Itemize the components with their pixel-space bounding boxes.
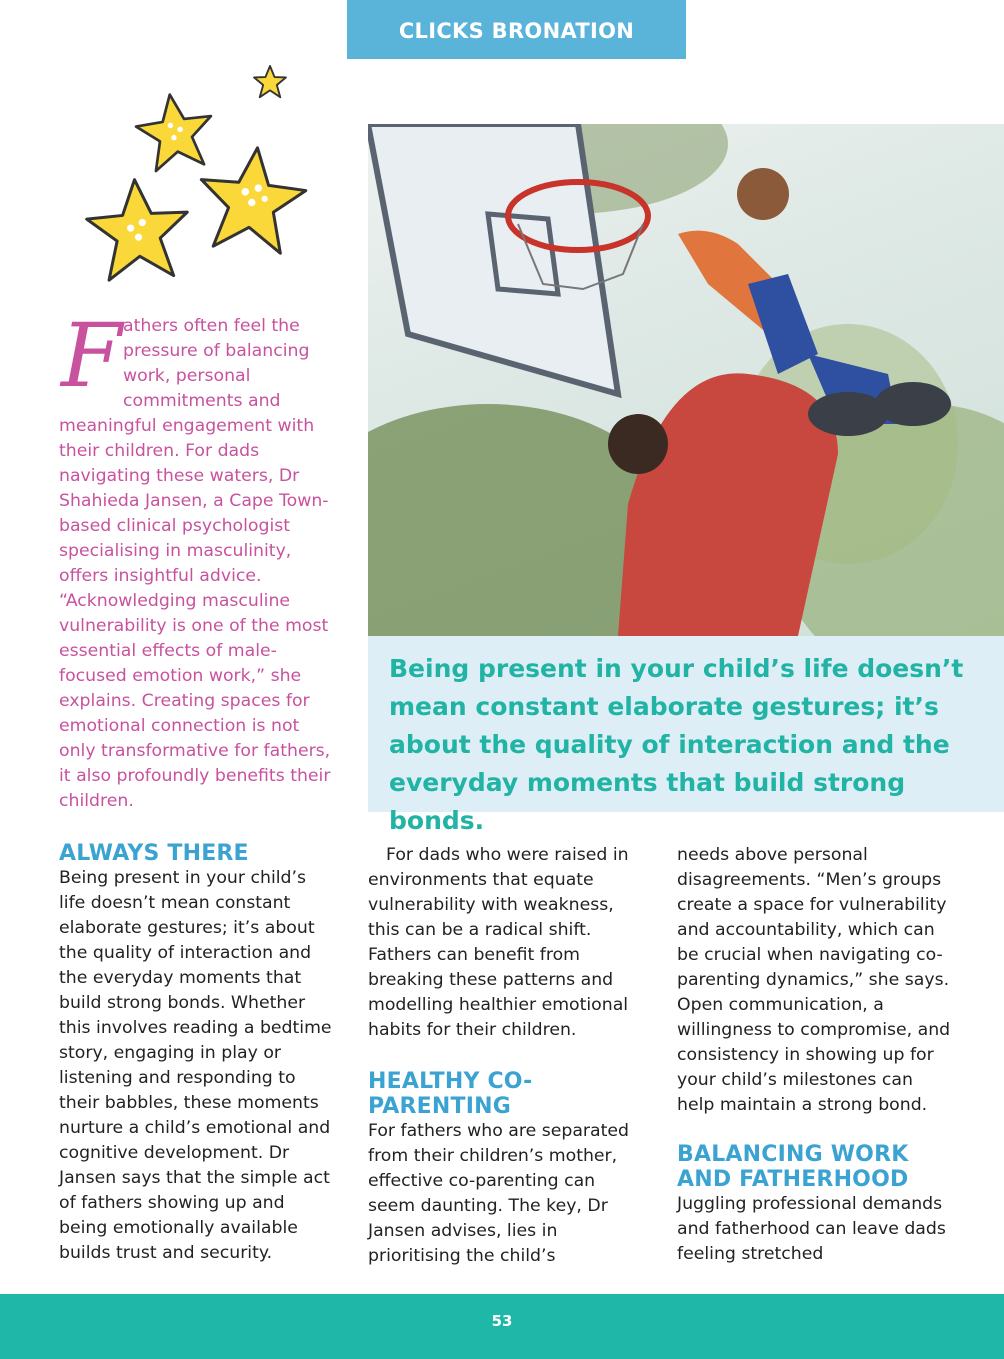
heading-healthy-coparenting: HEALTHY CO-PARENTING: [368, 1069, 533, 1119]
always-there-body: Being present in your child’s life doesn’t mean constant elaborate gestures; it’s about the quality of interaction and the everyday moments that build strong bonds. Whether this involves reading a bedtime story, engaging in play or listening and responding to their babbles, these moments nurture a child’s emotional and cognitive development. Dr Jansen says that the simple act of fathers showing up and being emotionally available builds trust and security.: [59, 868, 332, 1263]
column-2: [368, 843, 643, 1269]
balancing-body: Juggling professional demands and fatherhood can leave dads feeling stretched: [677, 1194, 946, 1264]
star-icon: [254, 66, 286, 97]
heading-always-there: ALWAYS THERE: [59, 841, 249, 866]
dads-raised-body: For dads who were raised in environments that equate vulnerability with weakness, this can be a radical shift. Fathers can benefit from breaking these patterns and modelling healthier emotional habits for their children.: [368, 845, 629, 1040]
pull-quote: Being present in your child’s life doesn’t mean constant elaborate gestures; it’s about the quality of interaction and the everyday moments that build strong bonds.: [368, 636, 1004, 812]
coparenting-continued-body: needs above personal disagreements. “Men’s groups create a space for vulnerability and accountability, which can be crucial when navigating co-parenting dynamics,” she says. Open communication, a willingness to compromise, and consistency in showing up for your child’s milestones can help maintain a strong bond.: [677, 845, 951, 1115]
stars-illustration: [70, 60, 330, 300]
father-son-basketball-photo: [368, 124, 1004, 636]
section-tab: CLICKS BRONATION: [347, 0, 686, 59]
column-3: [677, 843, 952, 1267]
star-icon: [195, 142, 310, 255]
intro-text: athers often feel the pressure of balancing work, personal commitments and meaningful engagement with their children. For dads navigating these waters, Dr Shahieda Jansen, a Cape Town-based clinical psychologist specialising in masculinity, offers insightful advice. “Acknowledging masculine vulnerability is one of the most essential effects of male-focused emotion work,” she explains. Creating spaces for emotional connection is not only transformative for fathers, it also profoundly benefits their children.: [59, 316, 331, 811]
intro-paragraph: [59, 304, 331, 814]
healthy-coparenting-body: For fathers who are separated from their children’s mother, effective co-parenting can seem daunting. The key, Dr Jansen advises, lies in prioritising the child’s: [368, 1121, 629, 1266]
heading-balancing-work: BALANCING WORK AND FATHERHOOD: [677, 1142, 909, 1192]
drop-cap: F: [61, 304, 123, 407]
page-number: 53: [491, 1312, 513, 1330]
star-icon: [84, 176, 191, 281]
star-icon: [132, 89, 217, 173]
footer-bar: [0, 1294, 1004, 1359]
column-1: [59, 841, 334, 1266]
